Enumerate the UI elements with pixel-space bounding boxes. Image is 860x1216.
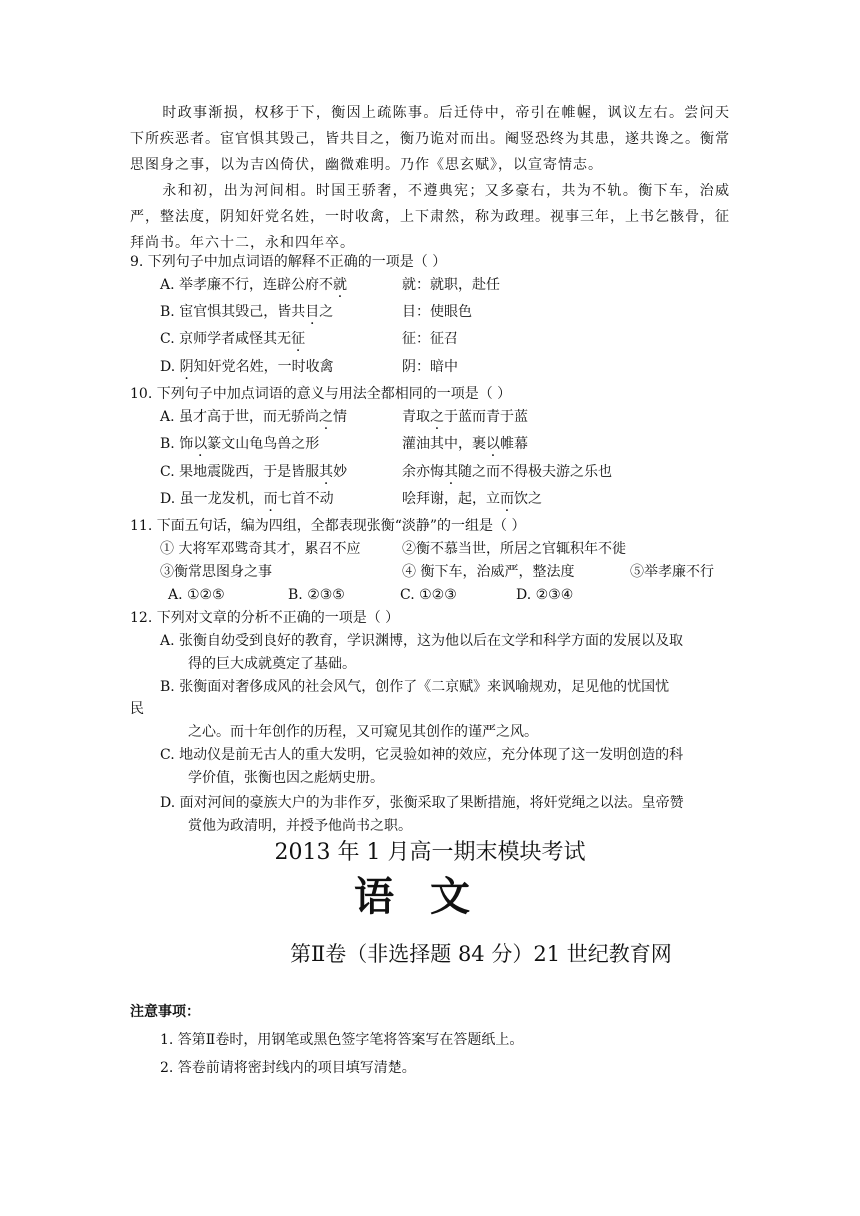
note-1: 1. 答第Ⅱ卷时，用钢笔或黑色签字笔将答案写在答题纸上。 [160, 1032, 524, 1048]
q9-option-b: B. 宦官惧其毁己，皆共目之 [160, 304, 334, 320]
q9-option-b-explain: 目：使眼色 [402, 304, 472, 320]
q10-option-b: B. 饰以篆文山龟鸟兽之形 [160, 436, 320, 452]
q10-option-b-compare: 灌油其中，裹以帷幕 [402, 436, 528, 452]
q9-option-c-explain: 征：征召 [402, 331, 458, 347]
part-title: 第Ⅱ卷（非选择题 84 分）21 世纪教育网 [290, 942, 672, 966]
q11-statement-5: ⑤举孝廉不行 [630, 564, 714, 580]
q11-statement-4: ④ 衡下车，治威严，整法度 [402, 564, 575, 580]
q9-option-c: C. 京师学者咸怪其无征 [160, 331, 306, 347]
question-10-stem: 10. 下列句子中加点词语的意义与用法全都相同的一项是（ ） [130, 386, 512, 402]
question-12-stem: 12. 下列对文章的分析不正确的一项是（ ） [130, 610, 400, 626]
q12-option-b-line-2: 之心。而十年创作的历程，又可窥见其创作的谨严之风。 [188, 724, 538, 740]
q10-option-d-compare: 哙拜谢，起，立而饮之 [402, 491, 542, 507]
q10-option-a: A. 虽才高于世，而无骄尚之情 [160, 409, 348, 425]
question-11-stem: 11. 下面五句话，编为四组，全都表现张衡“淡静”的一组是（ ） [130, 518, 526, 534]
q12-option-d-line-2: 赏他为政清明，并授予他尚书之职。 [188, 818, 412, 834]
q11-statement-1: ① 大将军邓骘奇其才，累召不应 [160, 541, 361, 557]
q9-option-a: A. 举孝廉不行，连辟公府不就 [160, 277, 348, 293]
q10-option-c: C. 果地震陇西，于是皆服其妙 [160, 464, 348, 480]
q11-option-c: C. ①②③ [400, 587, 457, 603]
question-9-stem: 9. 下列句子中加点词语的解释不正确的一项是（ ） [130, 254, 447, 270]
q11-option-d: D. ②③④ [516, 587, 574, 603]
notes-heading: 注意事项： [130, 1004, 200, 1020]
q12-option-a-line-2: 得的巨大成就奠定了基础。 [188, 656, 356, 672]
q11-statement-3: ③衡常思图身之事 [160, 564, 272, 580]
q10-option-c-compare: 余亦悔其随之而不得极夫游之乐也 [402, 464, 612, 480]
passage-text: 永和初，出为河间相。时国王骄奢，不遵典宪；又多豪右，共为不轨。衡下车，治威严，整法度，阴知奸党名姓，一时收禽，上下肃然，称为政理。视事三年，上书乞骸骨，征拜尚书。年六十二，永和四年卒。 [130, 183, 730, 251]
subject-title: 语文 [354, 873, 506, 920]
note-2: 2. 答卷前请将密封线内的项目填写清楚。 [160, 1060, 416, 1076]
q10-option-d: D. 虽一龙发机，而七首不动 [160, 491, 334, 507]
q10-option-a-compare: 青取之于蓝而青于蓝 [402, 409, 528, 425]
q12-option-a-line-1: A. 张衡自幼受到良好的教育，学识渊博，这为他以后在文学和科学方面的发展以及取 [160, 633, 684, 649]
passage-text: 时政事渐损，权移于下，衡因上疏陈事。后迁侍中，帝引在帷幄，讽议左右。尝问天下所疾恶者。宦官惧其毁己，皆共目之，衡乃诡对而出。阉竖恐终为其患，遂共谗之。衡常思图身之事，以为吉凶倚伏，幽微难明。乃作《思玄赋》，以宣寄情志。 [130, 105, 730, 173]
q9-option-d: D. 阴知奸党名姓，一时收禽 [160, 359, 334, 375]
q9-option-d-explain: 阴：暗中 [402, 359, 458, 375]
q12-option-c-line-1: C. 地动仪是前无古人的重大发明，它灵验如神的效应，充分体现了这一发明创造的科 [160, 747, 684, 763]
q12-option-c-line-2: 学价值，张衡也因之彪炳史册。 [188, 770, 384, 786]
passage-paragraph-2 [130, 178, 730, 256]
q11-option-b: B. ②③⑤ [288, 587, 345, 603]
q11-statement-2: ②衡不慕当世，所居之官辄积年不徙 [402, 541, 626, 557]
passage-paragraph-1 [130, 100, 730, 178]
q9-option-a-explain: 就：就职，赴任 [402, 277, 500, 293]
q12-option-b-wrap: 民 [130, 701, 144, 717]
q12-option-d-line-1: D. 面对河间的豪族大户的为非作歹，张衡采取了果断措施，将奸党绳之以法。皇帝赞 [160, 795, 684, 811]
q12-option-b-line-1: B. 张衡面对奢侈成风的社会风气，创作了《二京赋》来讽喻规劝，足见他的忧国忧 [160, 679, 670, 695]
exam-title: 2013 年 1 月高一期末模块考试 [274, 840, 586, 865]
q11-option-a: A. ①②⑤ [168, 587, 225, 603]
